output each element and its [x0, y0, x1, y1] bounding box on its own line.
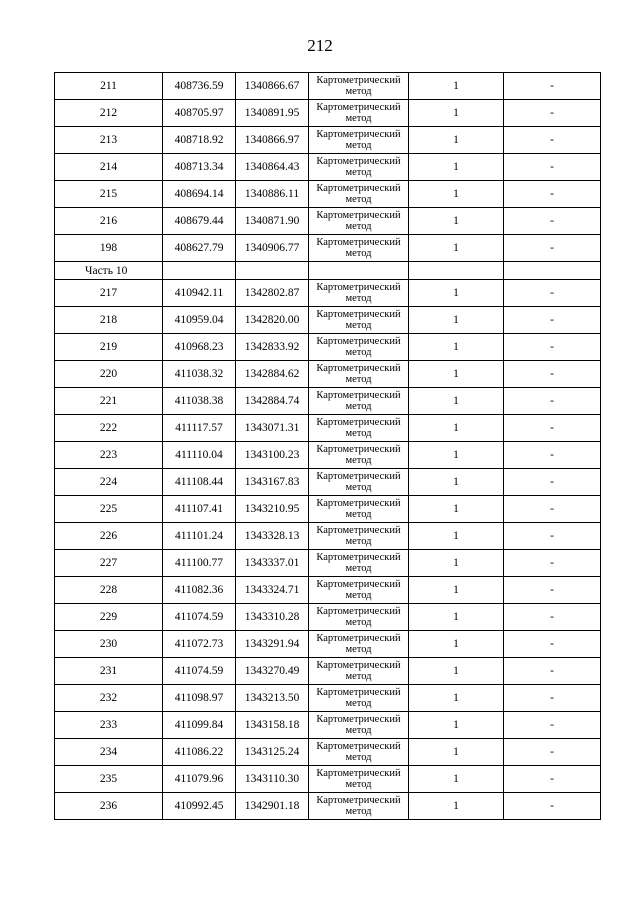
description-cell: - — [504, 469, 601, 496]
table-row — [55, 100, 601, 127]
table-row — [55, 334, 601, 361]
section-label: Часть 10 — [55, 262, 163, 280]
y-coordinate-cell: 1340906.77 — [236, 235, 309, 262]
x-coordinate-cell: 410992.45 — [163, 793, 236, 820]
point-number-cell: 232 — [55, 685, 163, 712]
x-coordinate-cell: 411101.24 — [163, 523, 236, 550]
method-cell — [309, 739, 409, 766]
precision-cell: 1 — [409, 73, 504, 100]
precision-cell: 1 — [409, 739, 504, 766]
x-coordinate-cell: 411110.04 — [163, 442, 236, 469]
method-line-2: метод — [345, 725, 372, 736]
precision-cell: 1 — [409, 712, 504, 739]
y-coordinate-cell: 1342884.62 — [236, 361, 309, 388]
y-coordinate-cell: 1342884.74 — [236, 388, 309, 415]
point-number-cell: 198 — [55, 235, 163, 262]
description-cell: - — [504, 442, 601, 469]
table-body-part-a — [55, 73, 601, 262]
method-cell — [309, 685, 409, 712]
point-number-cell: 226 — [55, 523, 163, 550]
section-empty-cell — [163, 262, 236, 280]
x-coordinate-cell: 411079.96 — [163, 766, 236, 793]
point-number-cell: 227 — [55, 550, 163, 577]
precision-cell: 1 — [409, 280, 504, 307]
method-cell — [309, 496, 409, 523]
method-line-1: Картометрический — [316, 444, 401, 455]
description-cell: - — [504, 577, 601, 604]
method-line-1: Картометрический — [316, 417, 401, 428]
precision-cell: 1 — [409, 469, 504, 496]
precision-cell: 1 — [409, 307, 504, 334]
method-line-1: Картометрический — [316, 471, 401, 482]
method-cell — [309, 550, 409, 577]
x-coordinate-cell: 411100.77 — [163, 550, 236, 577]
y-coordinate-cell: 1343328.13 — [236, 523, 309, 550]
method-cell — [309, 604, 409, 631]
point-number-cell: 211 — [55, 73, 163, 100]
method-line-1: Картометрический — [316, 75, 401, 86]
table-row — [55, 127, 601, 154]
precision-cell: 1 — [409, 793, 504, 820]
x-coordinate-cell: 411108.44 — [163, 469, 236, 496]
description-cell: - — [504, 280, 601, 307]
method-line-2: метод — [345, 194, 372, 205]
table-row — [55, 181, 601, 208]
table-row — [55, 235, 601, 262]
x-coordinate-cell: 408718.92 — [163, 127, 236, 154]
description-cell: - — [504, 415, 601, 442]
y-coordinate-cell: 1343071.31 — [236, 415, 309, 442]
y-coordinate-cell: 1343158.18 — [236, 712, 309, 739]
method-cell — [309, 73, 409, 100]
table-row — [55, 361, 601, 388]
method-line-2: метод — [345, 509, 372, 520]
description-cell: - — [504, 334, 601, 361]
method-line-2: метод — [345, 347, 372, 358]
method-line-2: метод — [345, 698, 372, 709]
table-row — [55, 523, 601, 550]
method-cell — [309, 181, 409, 208]
point-number-cell: 228 — [55, 577, 163, 604]
table-body-section — [55, 262, 601, 280]
table-row — [55, 208, 601, 235]
description-cell: - — [504, 361, 601, 388]
method-line-2: метод — [345, 671, 372, 682]
method-cell — [309, 631, 409, 658]
method-cell — [309, 442, 409, 469]
x-coordinate-cell: 411117.57 — [163, 415, 236, 442]
precision-cell: 1 — [409, 334, 504, 361]
method-cell — [309, 235, 409, 262]
point-number-cell: 224 — [55, 469, 163, 496]
page-number: 212 — [307, 36, 333, 55]
method-line-1: Картометрический — [316, 390, 401, 401]
method-line-2: метод — [345, 752, 372, 763]
point-number-cell: 220 — [55, 361, 163, 388]
description-cell: - — [504, 766, 601, 793]
method-line-2: метод — [345, 428, 372, 439]
description-cell: - — [504, 496, 601, 523]
precision-cell: 1 — [409, 208, 504, 235]
method-line-1: Картометрический — [316, 525, 401, 536]
method-cell — [309, 658, 409, 685]
point-number-cell: 234 — [55, 739, 163, 766]
point-number-cell: 231 — [55, 658, 163, 685]
y-coordinate-cell: 1342820.00 — [236, 307, 309, 334]
y-coordinate-cell: 1343291.94 — [236, 631, 309, 658]
table-row — [55, 739, 601, 766]
method-line-2: метод — [345, 140, 372, 151]
precision-cell: 1 — [409, 415, 504, 442]
method-line-1: Картометрический — [316, 183, 401, 194]
point-number-cell: 214 — [55, 154, 163, 181]
table-row — [55, 577, 601, 604]
method-line-1: Картометрический — [316, 552, 401, 563]
precision-cell: 1 — [409, 181, 504, 208]
y-coordinate-cell: 1343324.71 — [236, 577, 309, 604]
y-coordinate-cell: 1343210.95 — [236, 496, 309, 523]
precision-cell: 1 — [409, 658, 504, 685]
method-cell — [309, 100, 409, 127]
precision-cell: 1 — [409, 388, 504, 415]
precision-cell: 1 — [409, 154, 504, 181]
point-number-cell: 221 — [55, 388, 163, 415]
method-line-1: Картометрический — [316, 660, 401, 671]
method-line-1: Картометрический — [316, 363, 401, 374]
y-coordinate-cell: 1343125.24 — [236, 739, 309, 766]
method-cell — [309, 793, 409, 820]
point-number-cell: 217 — [55, 280, 163, 307]
x-coordinate-cell: 411098.97 — [163, 685, 236, 712]
x-coordinate-cell: 408705.97 — [163, 100, 236, 127]
section-empty-cell — [409, 262, 504, 280]
description-cell: - — [504, 604, 601, 631]
section-row — [55, 262, 601, 280]
method-line-1: Картометрический — [316, 282, 401, 293]
method-line-2: метод — [345, 167, 372, 178]
x-coordinate-cell: 411038.32 — [163, 361, 236, 388]
method-cell — [309, 469, 409, 496]
method-line-2: метод — [345, 221, 372, 232]
y-coordinate-cell: 1340866.67 — [236, 73, 309, 100]
method-cell — [309, 307, 409, 334]
point-number-cell: 235 — [55, 766, 163, 793]
description-cell: - — [504, 208, 601, 235]
x-coordinate-cell: 411038.38 — [163, 388, 236, 415]
precision-cell: 1 — [409, 604, 504, 631]
description-cell: - — [504, 73, 601, 100]
x-coordinate-cell: 411086.22 — [163, 739, 236, 766]
table-body-part-b — [55, 280, 601, 820]
method-cell — [309, 127, 409, 154]
table-row — [55, 154, 601, 181]
y-coordinate-cell: 1342833.92 — [236, 334, 309, 361]
x-coordinate-cell: 411074.59 — [163, 658, 236, 685]
description-cell: - — [504, 307, 601, 334]
table-row — [55, 793, 601, 820]
method-line-2: метод — [345, 320, 372, 331]
y-coordinate-cell: 1342802.87 — [236, 280, 309, 307]
point-number-cell: 222 — [55, 415, 163, 442]
x-coordinate-cell: 410942.11 — [163, 280, 236, 307]
method-line-1: Картометрический — [316, 336, 401, 347]
y-coordinate-cell: 1340871.90 — [236, 208, 309, 235]
method-line-1: Картометрический — [316, 309, 401, 320]
method-cell — [309, 208, 409, 235]
precision-cell: 1 — [409, 496, 504, 523]
x-coordinate-cell: 410968.23 — [163, 334, 236, 361]
description-cell: - — [504, 523, 601, 550]
x-coordinate-cell: 411074.59 — [163, 604, 236, 631]
table-row — [55, 442, 601, 469]
x-coordinate-cell: 411072.73 — [163, 631, 236, 658]
description-cell: - — [504, 181, 601, 208]
y-coordinate-cell: 1343310.28 — [236, 604, 309, 631]
method-line-1: Картометрический — [316, 156, 401, 167]
description-cell: - — [504, 100, 601, 127]
point-number-cell: 223 — [55, 442, 163, 469]
table-row — [55, 469, 601, 496]
x-coordinate-cell: 410959.04 — [163, 307, 236, 334]
description-cell: - — [504, 550, 601, 577]
description-cell: - — [504, 154, 601, 181]
method-cell — [309, 523, 409, 550]
table-row — [55, 604, 601, 631]
description-cell: - — [504, 388, 601, 415]
description-cell: - — [504, 712, 601, 739]
method-line-2: метод — [345, 248, 372, 259]
method-line-1: Картометрический — [316, 606, 401, 617]
table-row — [55, 73, 601, 100]
y-coordinate-cell: 1343213.50 — [236, 685, 309, 712]
method-cell — [309, 334, 409, 361]
description-cell: - — [504, 658, 601, 685]
method-line-2: метод — [345, 455, 372, 466]
coordinates-table — [54, 72, 601, 820]
method-line-1: Картометрический — [316, 237, 401, 248]
method-cell — [309, 415, 409, 442]
section-empty-cell — [309, 262, 409, 280]
description-cell: - — [504, 793, 601, 820]
table-row — [55, 685, 601, 712]
precision-cell: 1 — [409, 685, 504, 712]
method-cell — [309, 280, 409, 307]
point-number-cell: 229 — [55, 604, 163, 631]
method-cell — [309, 361, 409, 388]
x-coordinate-cell: 411082.36 — [163, 577, 236, 604]
point-number-cell: 236 — [55, 793, 163, 820]
y-coordinate-cell: 1343337.01 — [236, 550, 309, 577]
x-coordinate-cell: 411107.41 — [163, 496, 236, 523]
method-line-1: Картометрический — [316, 210, 401, 221]
table-row — [55, 388, 601, 415]
method-line-2: метод — [345, 563, 372, 574]
description-cell: - — [504, 235, 601, 262]
method-line-1: Картометрический — [316, 579, 401, 590]
method-line-2: метод — [345, 374, 372, 385]
method-line-1: Картометрический — [316, 741, 401, 752]
y-coordinate-cell: 1340866.97 — [236, 127, 309, 154]
precision-cell: 1 — [409, 631, 504, 658]
point-number-cell: 230 — [55, 631, 163, 658]
method-cell — [309, 766, 409, 793]
y-coordinate-cell: 1343167.83 — [236, 469, 309, 496]
description-cell: - — [504, 739, 601, 766]
point-number-cell: 219 — [55, 334, 163, 361]
point-number-cell: 233 — [55, 712, 163, 739]
description-cell: - — [504, 685, 601, 712]
precision-cell: 1 — [409, 766, 504, 793]
method-line-2: метод — [345, 536, 372, 547]
y-coordinate-cell: 1340886.11 — [236, 181, 309, 208]
y-coordinate-cell: 1343110.30 — [236, 766, 309, 793]
method-cell — [309, 712, 409, 739]
x-coordinate-cell: 411099.84 — [163, 712, 236, 739]
table-row — [55, 307, 601, 334]
x-coordinate-cell: 408627.79 — [163, 235, 236, 262]
point-number-cell: 213 — [55, 127, 163, 154]
precision-cell: 1 — [409, 100, 504, 127]
section-empty-cell — [504, 262, 601, 280]
y-coordinate-cell: 1343100.23 — [236, 442, 309, 469]
y-coordinate-cell: 1343270.49 — [236, 658, 309, 685]
table-row — [55, 712, 601, 739]
description-cell: - — [504, 631, 601, 658]
method-line-2: метод — [345, 293, 372, 304]
method-cell — [309, 577, 409, 604]
method-line-1: Картометрический — [316, 129, 401, 140]
method-line-2: метод — [345, 779, 372, 790]
table-row — [55, 496, 601, 523]
method-cell — [309, 154, 409, 181]
x-coordinate-cell: 408713.34 — [163, 154, 236, 181]
method-line-2: метод — [345, 617, 372, 628]
point-number-cell: 215 — [55, 181, 163, 208]
method-line-2: метод — [345, 806, 372, 817]
x-coordinate-cell: 408679.44 — [163, 208, 236, 235]
precision-cell: 1 — [409, 442, 504, 469]
method-line-2: метод — [345, 482, 372, 493]
description-cell: - — [504, 127, 601, 154]
precision-cell: 1 — [409, 550, 504, 577]
y-coordinate-cell: 1340864.43 — [236, 154, 309, 181]
method-line-1: Картометрический — [316, 687, 401, 698]
method-cell — [309, 388, 409, 415]
precision-cell: 1 — [409, 361, 504, 388]
method-line-1: Картометрический — [316, 633, 401, 644]
y-coordinate-cell: 1342901.18 — [236, 793, 309, 820]
method-line-1: Картометрический — [316, 795, 401, 806]
precision-cell: 1 — [409, 127, 504, 154]
method-line-2: метод — [345, 86, 372, 97]
point-number-cell: 218 — [55, 307, 163, 334]
method-line-2: метод — [345, 590, 372, 601]
table-row — [55, 658, 601, 685]
point-number-cell: 225 — [55, 496, 163, 523]
method-line-1: Картометрический — [316, 714, 401, 725]
method-line-2: метод — [345, 644, 372, 655]
method-line-1: Картометрический — [316, 102, 401, 113]
method-line-1: Картометрический — [316, 498, 401, 509]
x-coordinate-cell: 408694.14 — [163, 181, 236, 208]
table-row — [55, 766, 601, 793]
point-number-cell: 216 — [55, 208, 163, 235]
table-row — [55, 550, 601, 577]
precision-cell: 1 — [409, 235, 504, 262]
precision-cell: 1 — [409, 577, 504, 604]
precision-cell: 1 — [409, 523, 504, 550]
method-line-2: метод — [345, 113, 372, 124]
y-coordinate-cell: 1340891.95 — [236, 100, 309, 127]
point-number-cell: 212 — [55, 100, 163, 127]
method-line-1: Картометрический — [316, 768, 401, 779]
table-row — [55, 280, 601, 307]
table-row — [55, 415, 601, 442]
table-row — [55, 631, 601, 658]
x-coordinate-cell: 408736.59 — [163, 73, 236, 100]
section-empty-cell — [236, 262, 309, 280]
method-line-2: метод — [345, 401, 372, 412]
